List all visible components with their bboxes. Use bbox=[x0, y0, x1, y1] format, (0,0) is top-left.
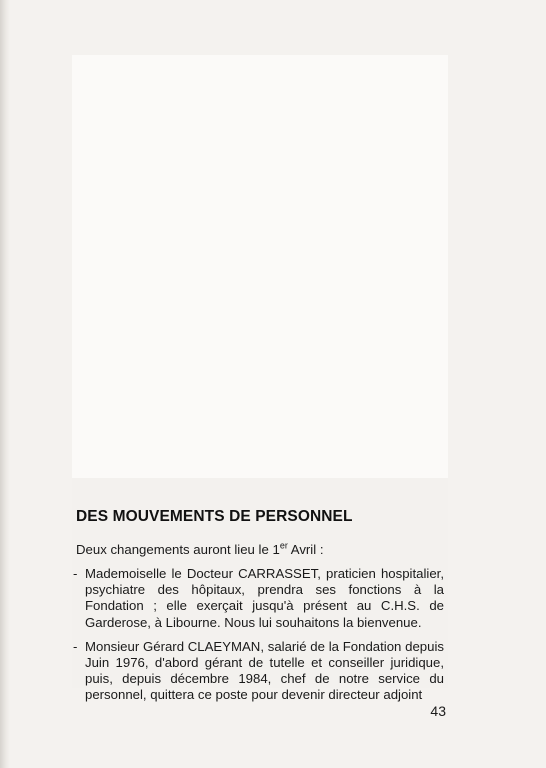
list-item bbox=[73, 566, 444, 631]
article-intro bbox=[76, 541, 444, 558]
list-item-text: Monsieur Gérard CLAEYMAN, salarié de la Fondation depuis Juin 1976, d'abord gérant de tutelle et conseiller juridique, puis, depuis décembre 1984, chef de notre service du personnel, quittera ce poste pour devenir directeur adjoint bbox=[85, 638, 444, 703]
intro-superscript: er bbox=[279, 540, 288, 551]
intro-text: Deux changements auront lieu le 1 bbox=[76, 542, 280, 557]
article bbox=[73, 508, 444, 712]
list-dash: - bbox=[73, 638, 78, 654]
page-number: 43 bbox=[430, 703, 446, 719]
list-dash: - bbox=[73, 566, 78, 581]
photo-placeholder bbox=[72, 55, 448, 478]
list-item-text: Mademoiselle le Docteur CARRASSET, praticien hospitalier, psychiatre des hôpitaux, prendra ses fonctions à la Fondation ; elle exerçait jusqu'à présent au C.H.S. de Garderose, à Libourne. Nous lui souhaitons la bienvenue. bbox=[85, 566, 444, 630]
article-heading: DES MOUVEMENTS DE PERSONNEL bbox=[76, 508, 353, 525]
page-spine-shadow bbox=[0, 0, 10, 768]
intro-text-end: Avril : bbox=[287, 542, 324, 557]
list-item bbox=[73, 638, 444, 704]
